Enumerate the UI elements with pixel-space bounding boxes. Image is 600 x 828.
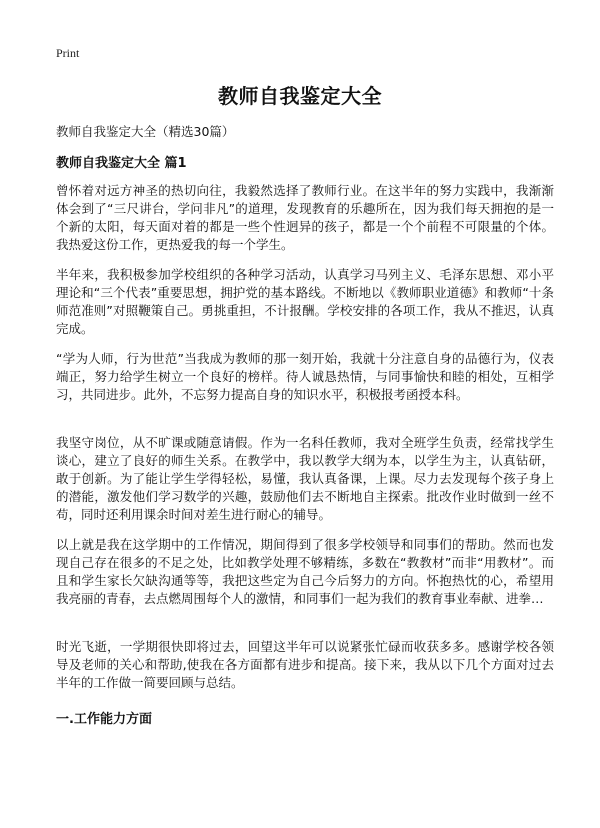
paragraph-5: 以上就是我在这学期中的工作情况，期间得到了很多学校领导和同事们的帮助。然而也发现自己存在很多的不足之处，比如教学处理不够精练，多数在“教教材”而非“用教材”。而且和学生家长欠缺沟通等等，我把这些定为自己今后努力的方向。怀抱热忱的心，希望用我亮丽的青春，去点燃周围每个人的激情，和同事们一起为我们的教育事业奉献、进拳… [56, 537, 554, 606]
paragraph-1: 曾怀着对远方神圣的热切向往，我毅然选择了教师行业。在这半年的努力实践中，我渐渐体会到了“三尺讲台，学问非凡”的道理，发现教育的乐趣所在，因为我们每天拥抱的是一个新的太阳，每天面对着的都是一些个性迥异的孩子，都是一个个前程不可限量的个体。我热爱这份工作，更热爱我的每一个学生。 [56, 183, 554, 252]
paragraph-2: 半年来，我积极参加学校组织的各种学习活动，认真学习马列主义、毛泽东思想、邓小平理论和“三个代表”重要思想，拥护党的基本路线。不断地以《教师职业道德》和教师“十条师范准则”对照鞭策自己。勇挑重担，不计报酬。学校安排的各项工作，我从不推迟，认真完成。 [56, 267, 554, 336]
print-link[interactable]: Print [56, 46, 80, 60]
paragraph-3: “学为人师，行为世范”当我成为教师的那一刻开始，我就十分注意自身的品德行为，仪表端正，努力给学生树立一个良好的榜样。待人诚恳热情，与同事愉快和睦的相处，互相学习，共同进步。此外，不忘努力提高自身的知识水平，积极报考函授本科。 [56, 351, 554, 402]
document-subtitle: 教师自我鉴定大全（精选30篇） [56, 124, 235, 139]
article-heading: 教师自我鉴定大全 篇1 [56, 156, 187, 171]
paragraph-6: 时光飞逝，一学期很快即将过去，回望这半年可以说紧张忙碌而收获多多。感谢学校各领导及老师的关心和帮助,使我在各方面都有进步和提高。接下来，我从以下几个方面对过去半年的工作做一简要回顾与总结。 [56, 639, 554, 690]
paragraph-4: 我坚守岗位，从不旷课或随意请假。作为一名科任教师，我对全班学生负责，经常找学生谈心，建立了良好的师生关系。在教学中，我以教学大纲为本，以学生为主，认真钻研，敢于创新。为了能让学生学得轻松，易懂，我认真备课，上课。尽力去发现每个孩子身上的潜能，激发他们学习数学的兴趣，鼓励他们去不断地自主探索。批改作业时做到一丝不苟，同时还利用课余时间对差生进行耐心的辅导。 [56, 435, 554, 522]
page-title: 教师自我鉴定大全 [218, 84, 382, 108]
section-heading: 一.工作能力方面 [56, 712, 152, 727]
